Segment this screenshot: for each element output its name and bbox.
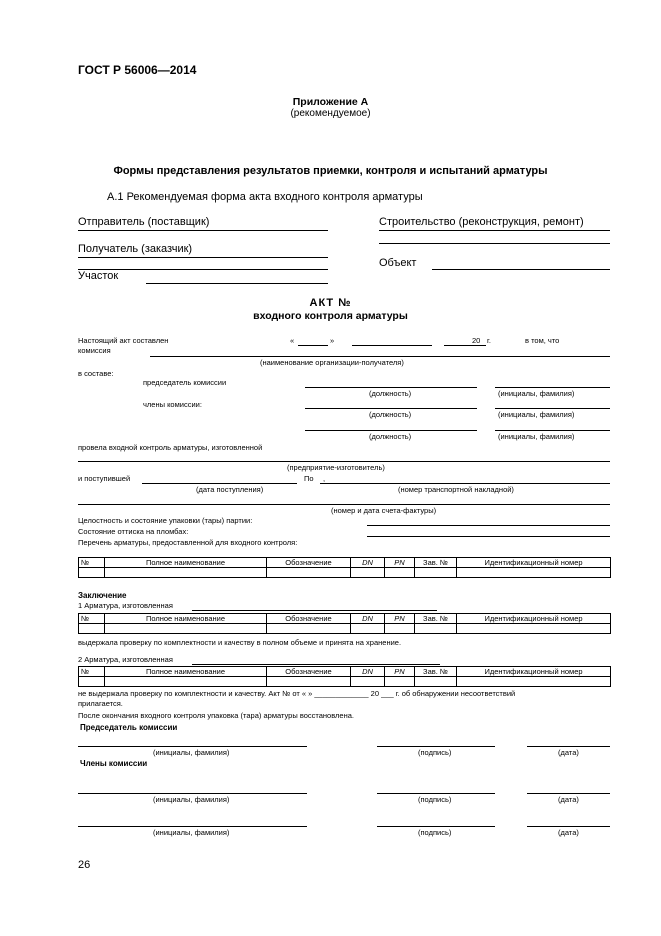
invoice-caption: (номер и дата счета-фактуры) bbox=[331, 506, 437, 515]
act-title: АКТ № bbox=[309, 297, 352, 309]
seal-state-text: Состояние оттиска на пломбах: bbox=[78, 527, 189, 536]
col-pn: PN bbox=[385, 614, 415, 624]
annex-subtitle: (рекомендуемое) bbox=[290, 108, 371, 119]
col-full-name: Полное наименование bbox=[105, 614, 267, 624]
subsection-title: А.1 Рекомендуемая форма акта входного контроля арматуры bbox=[107, 191, 423, 203]
sig-date-caption: (дата) bbox=[558, 795, 579, 804]
org-caption: (наименование организации-получателя) bbox=[260, 358, 404, 367]
arrival-date-line bbox=[142, 483, 297, 484]
site-line bbox=[146, 283, 328, 284]
col-id-number: Идентификационный номер bbox=[457, 614, 611, 624]
annex-title: Приложение А bbox=[292, 96, 369, 108]
members-text: члены комиссии: bbox=[143, 400, 202, 409]
item2-manufacturer-line bbox=[192, 664, 440, 665]
col-designation: Обозначение bbox=[267, 614, 351, 624]
col-designation: Обозначение bbox=[267, 667, 351, 677]
chairman-name-line bbox=[495, 387, 610, 388]
col-serial: Зав. № bbox=[415, 614, 457, 624]
sig-initials-caption: (инициалы, фамилия) bbox=[153, 828, 230, 837]
col-dn: DN bbox=[351, 558, 385, 568]
armature-table-rejected bbox=[78, 666, 611, 687]
construction-line bbox=[379, 230, 610, 231]
initials-caption: (инициалы, фамилия) bbox=[498, 389, 575, 398]
sig-member2-name-line bbox=[78, 826, 307, 827]
sig-members-title: Члены комиссии bbox=[80, 759, 148, 768]
package-restored-text: После окончания входного контроля упаковка (тара) арматуры восстановлена. bbox=[78, 711, 354, 720]
table-header-row bbox=[79, 614, 611, 624]
col-pn: PN bbox=[385, 558, 415, 568]
conclusion-item2: 2 Арматура, изготовленная bbox=[78, 655, 173, 664]
receiver-line bbox=[78, 257, 328, 258]
col-designation: Обозначение bbox=[267, 558, 351, 568]
item1-manufacturer-line bbox=[192, 610, 437, 611]
seal-state-line bbox=[367, 536, 610, 537]
sig-signature-caption: (подпись) bbox=[418, 748, 452, 757]
conclusion-title: Заключение bbox=[78, 591, 127, 600]
col-id-number: Идентификационный номер bbox=[457, 667, 611, 677]
sig-member2-date-line bbox=[527, 826, 610, 827]
col-number: № bbox=[79, 667, 105, 677]
object-line bbox=[432, 269, 610, 270]
sig-initials-caption: (инициалы, фамилия) bbox=[153, 748, 230, 757]
package-integrity-line bbox=[367, 525, 610, 526]
day-line bbox=[298, 345, 328, 346]
comma-text: , bbox=[323, 474, 326, 483]
sender-line bbox=[78, 230, 328, 231]
table-row bbox=[79, 677, 611, 687]
act-subtitle: входного контроля арматуры bbox=[253, 310, 408, 322]
col-pn: PN bbox=[385, 667, 415, 677]
list-intro-text: Перечень арматуры, предоставленной для входного контроля: bbox=[78, 538, 298, 547]
waybill-caption: (номер транспортной накладной) bbox=[398, 485, 514, 494]
initials-caption: (инициалы, фамилия) bbox=[498, 410, 575, 419]
col-serial: Зав. № bbox=[415, 667, 457, 677]
commission-text: комиссия bbox=[78, 346, 111, 355]
member2-position-line bbox=[305, 430, 477, 431]
conclusion-item1: 1 Арматура, изготовленная bbox=[78, 601, 173, 610]
arrived-text: и поступившей bbox=[78, 474, 131, 483]
position-caption: (должность) bbox=[369, 389, 412, 398]
sig-member1-signature-line bbox=[377, 793, 495, 794]
sig-signature-caption: (подпись) bbox=[418, 795, 452, 804]
item2-result: не выдержала проверку по комплектности и качеству. Акт № от « » _____________ 20 ___ г. об обнаружении несоответствий bbox=[78, 689, 516, 698]
sig-member1-date-line bbox=[527, 793, 610, 794]
sig-chairman-date-line bbox=[527, 746, 610, 747]
member2-name-line bbox=[495, 430, 610, 431]
col-number: № bbox=[79, 614, 105, 624]
construction-line-2 bbox=[379, 243, 610, 244]
col-full-name: Полное наименование bbox=[105, 667, 267, 677]
year-line bbox=[444, 345, 486, 346]
chairman-text: председатель комиссии bbox=[143, 378, 227, 387]
sig-date-caption: (дата) bbox=[558, 828, 579, 837]
construction-label: Строительство (реконструкция, ремонт) bbox=[379, 216, 584, 228]
table-row bbox=[79, 624, 611, 634]
col-id-number: Идентификационный номер bbox=[457, 558, 611, 568]
po-text: По bbox=[304, 474, 314, 483]
col-full-name: Полное наименование bbox=[105, 558, 267, 568]
manufacturer-line bbox=[78, 461, 610, 462]
org-line bbox=[150, 356, 610, 357]
in-that-text: в том, что bbox=[525, 336, 560, 345]
receiver-label: Получатель (заказчик) bbox=[78, 243, 193, 255]
sig-chairman-name-line bbox=[78, 746, 307, 747]
sig-member1-name-line bbox=[78, 793, 307, 794]
document-code: ГОСТ Р 56006—2014 bbox=[78, 63, 197, 77]
site-label: Участок bbox=[78, 270, 119, 282]
sig-initials-caption: (инициалы, фамилия) bbox=[153, 795, 230, 804]
section-title: Формы представления результатов приемки, контроля и испытаний арматуры bbox=[113, 165, 548, 177]
sender-label: Отправитель (поставщик) bbox=[78, 216, 210, 228]
year-text: 20 bbox=[472, 336, 481, 345]
chairman-position-line bbox=[305, 387, 477, 388]
col-number: № bbox=[79, 558, 105, 568]
col-serial: Зав. № bbox=[415, 558, 457, 568]
intro-text: Настоящий акт составлен bbox=[78, 336, 169, 345]
sig-member2-signature-line bbox=[377, 826, 495, 827]
table-header-row bbox=[79, 558, 611, 568]
member1-name-line bbox=[495, 408, 610, 409]
year-suffix: г. bbox=[487, 336, 491, 345]
quote-close: » bbox=[330, 336, 335, 345]
item1-result: выдержала проверку по комплектности и качеству в полном объеме и принята на хранение. bbox=[78, 638, 402, 647]
armature-table-accepted bbox=[78, 613, 611, 634]
sig-chairman-signature-line bbox=[377, 746, 495, 747]
attached-text: прилагается. bbox=[78, 699, 123, 708]
object-label: Объект bbox=[379, 257, 417, 269]
sig-signature-caption: (подпись) bbox=[418, 828, 452, 837]
quote-open: « bbox=[290, 336, 295, 345]
package-integrity-text: Целостность и состояние упаковки (тары) партии: bbox=[78, 516, 253, 525]
control-done-text: провела входной контроль арматуры, изготовленной bbox=[78, 443, 263, 452]
waybill-line bbox=[320, 483, 610, 484]
composition-text: в составе: bbox=[78, 369, 114, 378]
col-dn: DN bbox=[351, 667, 385, 677]
month-line bbox=[352, 345, 432, 346]
armature-table bbox=[78, 557, 611, 578]
table-header-row bbox=[79, 667, 611, 677]
initials-caption: (инициалы, фамилия) bbox=[498, 432, 575, 441]
member1-position-line bbox=[305, 408, 477, 409]
page-number: 26 bbox=[78, 859, 91, 871]
position-caption: (должность) bbox=[369, 432, 412, 441]
col-dn: DN bbox=[351, 614, 385, 624]
manufacturer-caption: (предприятие-изготовитель) bbox=[287, 463, 385, 472]
table-row bbox=[79, 568, 611, 578]
sig-chairman-title: Председатель комиссии bbox=[80, 723, 178, 732]
position-caption: (должность) bbox=[369, 410, 412, 419]
sig-date-caption: (дата) bbox=[558, 748, 579, 757]
arrival-date-caption: (дата поступления) bbox=[196, 485, 264, 494]
invoice-line bbox=[78, 504, 610, 505]
